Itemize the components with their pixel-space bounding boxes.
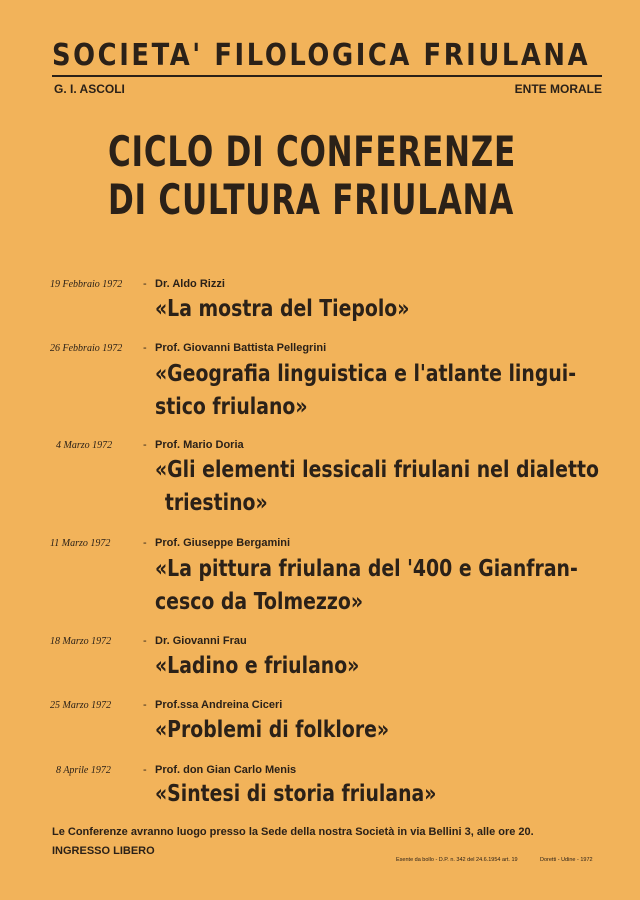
lecture-title-line: triestino» <box>164 490 268 516</box>
lecture-title-line: «Problemi di folklore» <box>155 717 390 743</box>
lecture-title <box>155 778 602 811</box>
subtitle-ente-morale: ENTE MORALE <box>514 82 602 96</box>
poster-title <box>108 128 516 224</box>
venue-note: Le Conferenze avranno luogo presso la Sede della nostra Società in via Bellini 3, alle ore 20. <box>52 826 534 838</box>
title-line-2: DI CULTURA FRIULANA <box>108 175 515 224</box>
society-name: SOCIETA' FILOLOGICA FRIULANA <box>52 38 591 73</box>
lecture-title-line: «La mostra del Tiepolo» <box>155 296 410 322</box>
dash-separator: - <box>143 278 147 290</box>
dash-separator: - <box>143 439 147 451</box>
lecture-speaker: Prof. Giovanni Battista Pellegrini <box>155 342 327 354</box>
lecture-speaker: Prof. Giuseppe Bergamini <box>155 537 291 549</box>
lecture-title-line: «La pittura friulana del '400 e Gianfran- <box>155 556 578 582</box>
lecture-title-line: cesco da Tolmezzo» <box>155 589 364 615</box>
lecture-speaker: Prof. don Gian Carlo Menis <box>155 764 297 776</box>
lecture-title-line: «Geografia linguistica e l'atlante lingui- <box>155 361 577 387</box>
dash-separator: - <box>143 537 147 549</box>
lecture-speaker: Prof. Mario Doria <box>155 439 244 451</box>
header-rule <box>52 75 602 77</box>
title-line-1: CICLO DI CONFERENZE <box>108 127 517 176</box>
lecture-speaker: Dr. Aldo Rizzi <box>155 278 225 290</box>
lecture-date: 19 Febbraio 1972 <box>50 279 123 290</box>
lecture-title <box>155 358 602 424</box>
lecture-title <box>155 650 602 683</box>
lecture-title-line: «Ladino e friulano» <box>155 653 360 679</box>
lecture-title <box>155 293 602 326</box>
dash-separator: - <box>143 699 147 711</box>
lecture-title <box>155 714 602 747</box>
dash-separator: - <box>143 635 147 647</box>
lecture-title-line: stico friulano» <box>155 394 308 420</box>
lecture-title-line: «Sintesi di storia friulana» <box>155 781 437 807</box>
lecture-title <box>155 553 602 619</box>
lecture-speaker: Dr. Giovanni Frau <box>155 635 247 647</box>
free-entry-label: INGRESSO LIBERO <box>52 845 155 857</box>
lecture-date: 4 Marzo 1972 <box>56 440 113 451</box>
stamp-exemption-note: Esente da bollo - D.P. n. 342 del 24.6.1954 art. 19 <box>396 857 518 863</box>
lecture-title-line: «Gli elementi lessicali friulani nel dialetto <box>155 457 599 483</box>
lecture-date: 18 Marzo 1972 <box>50 636 112 647</box>
dash-separator: - <box>143 342 147 354</box>
lecture-date: 26 Febbraio 1972 <box>50 343 123 354</box>
lecture-title <box>155 454 602 520</box>
lecture-date: 25 Marzo 1972 <box>50 700 112 711</box>
subtitle-ascoli: G. I. ASCOLI <box>54 82 125 96</box>
lecture-date: 8 Aprile 1972 <box>56 765 111 776</box>
printer-credit: Doretti - Udine - 1972 <box>540 857 593 863</box>
dash-separator: - <box>143 764 147 776</box>
lecture-speaker: Prof.ssa Andreina Ciceri <box>155 699 283 711</box>
lecture-date: 11 Marzo 1972 <box>50 538 111 549</box>
